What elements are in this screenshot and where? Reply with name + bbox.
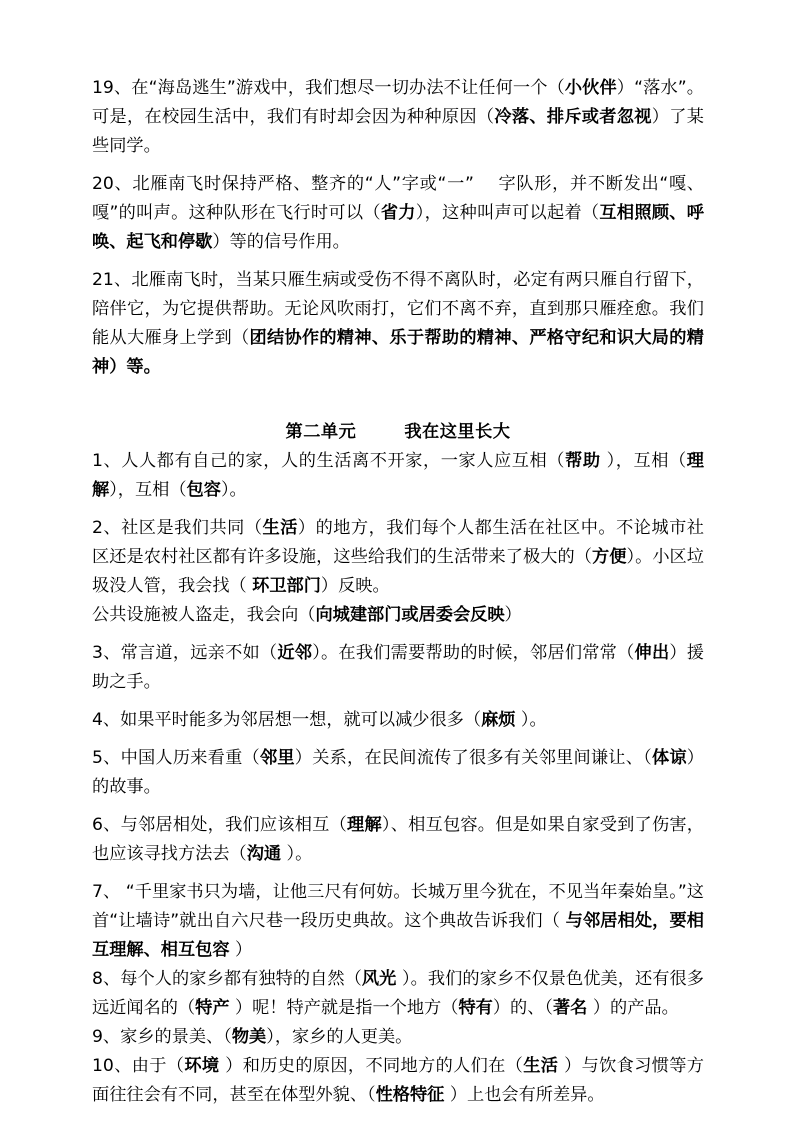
question-text: ）和历史的原因，不同地方的人们在（ xyxy=(219,1056,524,1076)
question-text: ） xyxy=(504,605,522,625)
question-text: 8、每个人的家乡都有独特的自然（ xyxy=(92,969,362,989)
question-text: ）。小区垃圾没人管，我会找（ xyxy=(92,547,704,596)
question-item xyxy=(92,170,704,257)
question-text: 10、由于（ xyxy=(92,1056,185,1076)
answer-text: 与邻居相处，要相互理解、相互包容 xyxy=(92,911,704,960)
question-text: ）了某些同学。 xyxy=(92,107,704,156)
question-text: ）。 xyxy=(220,480,247,500)
answer-text: 麻烦 xyxy=(481,710,516,730)
question-item xyxy=(92,744,704,802)
answer-text: 特产 xyxy=(195,998,230,1018)
answer-text: 帮助 xyxy=(565,451,601,471)
answer-text: 理解 xyxy=(92,451,704,500)
question-text: 6、与邻居相处，我们应该相互（ xyxy=(92,815,348,835)
question-item xyxy=(92,639,704,697)
unit-two-items xyxy=(92,447,704,1110)
answer-text: 伸出 xyxy=(634,643,670,663)
question-text: 9、家乡的景美、（ xyxy=(92,1027,232,1047)
question-text: ）关系，在民间流传了很多有关邻里间谦让、（ xyxy=(294,748,652,768)
question-text: ）。 xyxy=(281,844,313,864)
answer-text: 体谅 xyxy=(651,748,687,768)
section-title xyxy=(92,418,704,447)
question-text: ）。 xyxy=(515,710,547,730)
answer-text: 理解 xyxy=(347,815,382,835)
document-page xyxy=(92,74,704,1110)
question-item xyxy=(92,878,704,965)
question-text: ）的故事。 xyxy=(92,748,704,797)
question-item xyxy=(92,266,704,382)
question-item xyxy=(92,447,704,505)
answer-text: 物美 xyxy=(231,1027,267,1047)
question-item xyxy=(92,965,704,1023)
question-text: ），家乡的人更美。 xyxy=(266,1027,413,1047)
answer-text: 冷落、排斥或者忽视 xyxy=(494,107,652,127)
answer-text: 方便 xyxy=(591,547,627,567)
answer-text: 特有 xyxy=(458,998,493,1018)
question-text: 20、北雁南飞时保持严格、整齐的“人”字或“一” 字队形，并不断发出“嘎、嘎”的叫声。这种队形在飞行时可以（ xyxy=(92,174,704,223)
question-text: ）。我们的家乡不仅景色优美，还有很多远近闻名的（ xyxy=(92,969,704,1018)
question-text: 19、在“海岛逃生”游戏中，我们想尽一切办法不让任何一个（ xyxy=(92,78,565,98)
question-text: ） xyxy=(229,940,253,960)
question-item xyxy=(92,1052,704,1110)
question-text: ）反映。 xyxy=(320,576,390,596)
question-text: ）、相互包容。但是如果自家受到了伤害，也应该寻找方法去（ xyxy=(92,815,704,864)
question-item xyxy=(92,74,704,161)
question-item xyxy=(92,1023,704,1052)
answer-text: 互相照顾、呼唤、起飞和停歇 xyxy=(92,203,704,252)
answer-text: 生活 xyxy=(262,518,298,538)
question-text: ），互相（ xyxy=(109,480,187,500)
question-text: 公共设施被人盗走，我会向（ xyxy=(92,605,316,625)
question-text: ）援助之手。 xyxy=(92,643,704,692)
question-item xyxy=(92,601,704,630)
answer-text: 沟通 xyxy=(246,844,282,864)
answer-text: 向城建部门或居委会反映 xyxy=(315,605,505,625)
question-text: ）的产品。 xyxy=(587,998,679,1018)
question-text: ）的地方，我们每个人都生活在社区中。不论城市社区还是农村社区都有许多设施，这些给我们的生活带来了极大的（ xyxy=(92,518,704,567)
answer-text: 包容 xyxy=(186,480,221,500)
answer-text: 风光 xyxy=(361,969,397,989)
answer-text: 团结协作的精神、乐于帮助的精神、严格守纪和识大局的精神）等。 xyxy=(92,328,704,377)
answer-text: 环卫部门 xyxy=(252,576,321,596)
answer-text: 近邻 xyxy=(277,643,313,663)
question-item xyxy=(92,706,704,735)
answer-text: 省力 xyxy=(380,203,416,223)
question-text: 7、 “千里家书只为墙，让他三尺有何妨。长城万里今犹在，不见当年秦始皇。”这首“让墙诗”就出自六尺巷一段历史典故。这个典故告诉我们（ xyxy=(92,882,704,931)
question-text: 21、北雁南飞时，当某只雁生病或受伤不得不离队时，必定有两只雁自行留下，陪伴它，为它提供帮助。无论风吹雨打，它们不离不弃，直到那只雁痊愈。我们能从大雁身上学到（ xyxy=(92,270,704,348)
question-text: 2、社区是我们共同（ xyxy=(92,518,263,538)
question-text: 5、中国人历来看重（ xyxy=(92,748,260,768)
answer-text: 小伙伴 xyxy=(564,78,617,98)
section-title-left: 第二单元 xyxy=(285,422,357,442)
question-text: 3、常言道，远亲不如（ xyxy=(92,643,278,663)
question-text: ）等的信号作用。 xyxy=(212,232,350,252)
question-text: ）呢！特产就是指一个地方（ xyxy=(229,998,459,1018)
answer-text: 生活 xyxy=(523,1056,559,1076)
answer-text: 著名 xyxy=(552,998,588,1018)
answer-text: 环境 xyxy=(184,1056,220,1076)
question-text: ）的、（ xyxy=(492,998,553,1018)
question-text: ）“落水”。可是，在校园生活中，我们有时却会因为种种原因（ xyxy=(92,78,704,127)
question-text: ）上也会有所差异。 xyxy=(444,1085,605,1105)
question-item xyxy=(92,811,704,869)
answer-text: 邻里 xyxy=(259,748,295,768)
question-text: ）与饮食习惯等方面往往会有不同，甚至在体型外貌、（ xyxy=(92,1056,704,1105)
question-text: ）。在我们需要帮助的时候，邻居们常常（ xyxy=(312,643,635,663)
question-text: 1、人人都有自己的家，人的生活离不开家，一家人应互相（ xyxy=(92,451,566,471)
answer-text: 性格特征 xyxy=(375,1085,445,1105)
question-text: 4、如果平时能多为邻居想一想，就可以减少很多（ xyxy=(92,710,482,730)
section-title-right: 我在这里长大 xyxy=(404,422,511,442)
question-item xyxy=(92,514,704,601)
question-text: ），互相（ xyxy=(600,451,687,471)
question-text: ），这种叫声可以起着（ xyxy=(415,203,600,223)
unit-one-items xyxy=(92,74,704,382)
